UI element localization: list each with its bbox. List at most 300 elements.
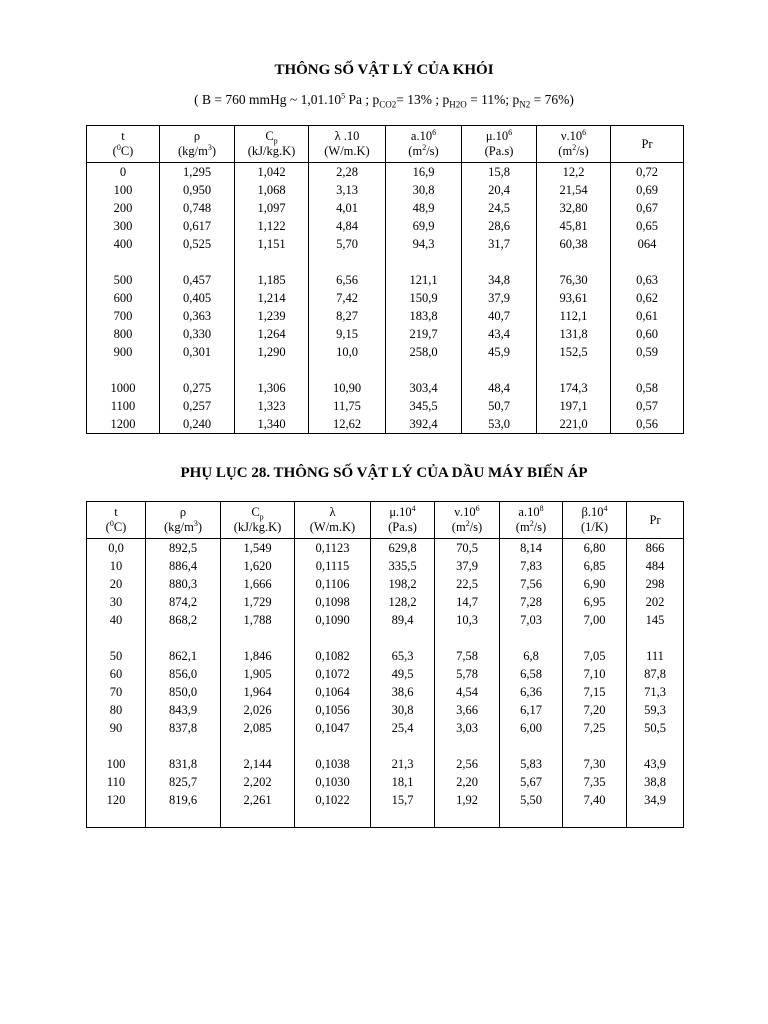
header-text: ) (197, 520, 203, 534)
table-row (87, 325, 684, 343)
table-cell: 0,1038 (295, 755, 371, 773)
column-header (462, 126, 537, 163)
table-cell: 70,5 (435, 539, 500, 558)
table-cell: 1,068 (235, 181, 309, 199)
table-cell: 7,15 (563, 683, 627, 701)
spacer-cell (221, 809, 295, 828)
column-header (537, 126, 611, 163)
spacer-cell (435, 737, 500, 755)
column-header (87, 502, 146, 539)
table-cell: 40,7 (462, 307, 537, 325)
column-header (371, 502, 435, 539)
spacer-row (87, 361, 684, 379)
spacer-cell (537, 361, 611, 379)
table-cell: 10,0 (309, 343, 386, 361)
table-cell: 50 (87, 647, 146, 665)
spacer-cell (563, 809, 627, 828)
header-text: C) (113, 520, 127, 534)
table-cell: 90 (87, 719, 146, 737)
table-cell: 24,5 (462, 199, 537, 217)
table-row (87, 379, 684, 397)
table-cell: 45,9 (462, 343, 537, 361)
table-cell: 183,8 (386, 307, 462, 325)
table-cell: 629,8 (371, 539, 435, 558)
table-cell: 0,1115 (295, 557, 371, 575)
table-cell: 3,66 (435, 701, 500, 719)
table-cell: 298 (627, 575, 684, 593)
table-cell: 0,61 (611, 307, 684, 325)
table-cell: 837,8 (146, 719, 221, 737)
header-unit (537, 144, 610, 159)
table-cell: 1000 (87, 379, 160, 397)
table-cell: 65,3 (371, 647, 435, 665)
header-text: a.10 (518, 505, 540, 519)
header-symbol (146, 505, 220, 520)
header-text: a.10 (410, 129, 433, 143)
table-cell: 1,042 (235, 163, 309, 182)
table-cell: 30,8 (371, 701, 435, 719)
header-text: p (273, 136, 278, 146)
table-cell: 3,03 (435, 719, 500, 737)
column-header (146, 502, 221, 539)
table-cell: 1100 (87, 397, 160, 415)
table-cell: 1,729 (221, 593, 295, 611)
table-cell: 43,9 (627, 755, 684, 773)
table-cell: 6,56 (309, 271, 386, 289)
table-cell: 4,54 (435, 683, 500, 701)
header-text: /s) (426, 144, 439, 158)
header-symbol (435, 505, 499, 520)
table-cell: 45,81 (537, 217, 611, 235)
header-text: (m (558, 144, 573, 158)
table-cell: 200 (87, 199, 160, 217)
table-cell: 21,3 (371, 755, 435, 773)
table-cell: 0,1082 (295, 647, 371, 665)
table-cell: 7,03 (500, 611, 563, 629)
table-cell: 60,38 (537, 235, 611, 253)
table-cell: 38,6 (371, 683, 435, 701)
spacer-cell (611, 253, 684, 271)
header-text: 6 (432, 127, 437, 137)
header-text: 2 (422, 142, 427, 152)
header-text: 2 (465, 518, 470, 528)
table-cell: 6,00 (500, 719, 563, 737)
table-cell: 80 (87, 701, 146, 719)
table-cell: 16,9 (386, 163, 462, 182)
table-cell: 2,026 (221, 701, 295, 719)
header-symbol (563, 505, 626, 520)
table-cell: 76,30 (537, 271, 611, 289)
table-cell: 202 (627, 593, 684, 611)
table-cell: 34,9 (627, 791, 684, 809)
table-cell: 303,4 (386, 379, 462, 397)
table-cell: 1200 (87, 415, 160, 434)
header-text: (kg/m (163, 520, 194, 534)
table-cell: 2,56 (435, 755, 500, 773)
table-cell: 0 (87, 163, 160, 182)
table-cell: 850,0 (146, 683, 221, 701)
table-cell: 20,4 (462, 181, 537, 199)
spacer-row (87, 809, 684, 828)
header-text: 6 (508, 127, 513, 137)
table-cell: 128,2 (371, 593, 435, 611)
header-text: C (251, 505, 260, 519)
table-cell: 0,240 (160, 415, 235, 434)
smoke-properties-table (86, 125, 684, 434)
header-text: ( (112, 144, 117, 158)
header-text: (1/K) (580, 520, 609, 534)
spacer-cell (295, 629, 371, 647)
header-symbol (87, 505, 145, 520)
table-cell: 0,1056 (295, 701, 371, 719)
header-unit (221, 520, 294, 535)
header-unit (371, 520, 434, 535)
spacer-cell (627, 809, 684, 828)
table-cell: 0,65 (611, 217, 684, 235)
header-unit (500, 520, 562, 535)
spacer-cell (295, 809, 371, 828)
table-cell: 335,5 (371, 557, 435, 575)
header-text: C) (120, 144, 134, 158)
column-header (611, 126, 684, 163)
table-cell: 0,59 (611, 343, 684, 361)
table-cell: 1,323 (235, 397, 309, 415)
table-cell: 345,5 (386, 397, 462, 415)
table-cell: 197,1 (537, 397, 611, 415)
table-cell: 22,5 (435, 575, 500, 593)
column-header (221, 502, 295, 539)
header-unit (295, 520, 370, 535)
spacer-cell (500, 809, 563, 828)
spacer-row (87, 253, 684, 271)
spacer-row (87, 629, 684, 647)
table-cell: 0,62 (611, 289, 684, 307)
table-row (87, 199, 684, 217)
table-cell: 0,1022 (295, 791, 371, 809)
header-text: λ (329, 505, 336, 519)
table-cell: 7,83 (500, 557, 563, 575)
table-cell: 7,35 (563, 773, 627, 791)
table-cell: 1,295 (160, 163, 235, 182)
table-cell: 1,549 (221, 539, 295, 558)
header-text: ) (211, 144, 217, 158)
header-symbol (235, 129, 308, 144)
table-cell: 7,40 (563, 791, 627, 809)
table-row (87, 181, 684, 199)
spacer-cell (435, 809, 500, 828)
table-row (87, 665, 684, 683)
table-cell: 1,666 (221, 575, 295, 593)
table-cell: 1,122 (235, 217, 309, 235)
table-cell: 0,748 (160, 199, 235, 217)
table-row (87, 217, 684, 235)
spacer-cell (87, 809, 146, 828)
table-cell: 7,56 (500, 575, 563, 593)
table-cell: 258,0 (386, 343, 462, 361)
table-cell: 0,67 (611, 199, 684, 217)
table-cell: 7,05 (563, 647, 627, 665)
table-cell: 892,5 (146, 539, 221, 558)
table-cell: 21,54 (537, 181, 611, 199)
table-cell: 30,8 (386, 181, 462, 199)
table-cell: 1,905 (221, 665, 295, 683)
table-cell: 0,57 (611, 397, 684, 415)
table-cell: 6,95 (563, 593, 627, 611)
spacer-cell (235, 361, 309, 379)
header-text: (W/m.K) (309, 520, 356, 534)
header-symbol (87, 129, 159, 144)
table-cell: 300 (87, 217, 160, 235)
table-cell: 2,20 (435, 773, 500, 791)
table-cell: 7,42 (309, 289, 386, 307)
table-cell: 0,275 (160, 379, 235, 397)
table-cell: 15,8 (462, 163, 537, 182)
header-text: ν.10 (454, 505, 476, 519)
header-text: 0 (116, 142, 121, 152)
header-text: Pr (649, 512, 661, 527)
table-cell: 0,1123 (295, 539, 371, 558)
table-cell: 49,5 (371, 665, 435, 683)
header-symbol (500, 505, 562, 520)
header-text: /s) (469, 520, 483, 534)
table-row (87, 397, 684, 415)
table-cell: 1,264 (235, 325, 309, 343)
table-cell: 15,7 (371, 791, 435, 809)
column-header (160, 126, 235, 163)
oil-table-title: PHỤ LỤC 28. THÔNG SỐ VẬT LÝ CỦA DẦU MÁY BIẾN ÁP (180, 465, 588, 481)
table-cell: 1,846 (221, 647, 295, 665)
table-cell: 87,8 (627, 665, 684, 683)
spacer-cell (371, 737, 435, 755)
table-row (87, 773, 684, 791)
header-text: ρ (193, 129, 201, 143)
table-row (87, 539, 684, 558)
table-cell: 874,2 (146, 593, 221, 611)
table-cell: 900 (87, 343, 160, 361)
table-cell: 0,60 (611, 325, 684, 343)
header-row (87, 502, 684, 539)
spacer-cell (500, 737, 563, 755)
header-text: 6 (475, 503, 480, 513)
table-cell: 8,14 (500, 539, 563, 558)
table-cell: 2,261 (221, 791, 295, 809)
table-cell: 0,330 (160, 325, 235, 343)
table-cell: 25,4 (371, 719, 435, 737)
header-text: ( (105, 520, 110, 534)
header-symbol (221, 505, 294, 520)
table-cell: 7,58 (435, 647, 500, 665)
table-cell: 6,58 (500, 665, 563, 683)
header-text: 3 (207, 142, 212, 152)
header-unit (386, 144, 461, 159)
table-cell: 1,306 (235, 379, 309, 397)
table-cell: 6,80 (563, 539, 627, 558)
table-cell: 5,83 (500, 755, 563, 773)
table-cell: 100 (87, 755, 146, 773)
spacer-cell (386, 361, 462, 379)
header-text: λ .10 (334, 129, 360, 143)
table-cell: 500 (87, 271, 160, 289)
spacer-cell (87, 629, 146, 647)
header-symbol (160, 129, 234, 144)
header-symbol (462, 129, 536, 144)
column-header (295, 502, 371, 539)
table-cell: 37,9 (435, 557, 500, 575)
table-cell: 6,36 (500, 683, 563, 701)
table-row (87, 235, 684, 253)
table-cell: 28,6 (462, 217, 537, 235)
table-cell: 34,8 (462, 271, 537, 289)
table-cell: 600 (87, 289, 160, 307)
table-cell: 18,1 (371, 773, 435, 791)
table-cell: 12,62 (309, 415, 386, 434)
table-cell: 4,01 (309, 199, 386, 217)
table-cell: 6,17 (500, 701, 563, 719)
table-cell: 40 (87, 611, 146, 629)
table-row (87, 683, 684, 701)
table-cell: 112,1 (537, 307, 611, 325)
spacer-cell (221, 629, 295, 647)
table-cell: 1,788 (221, 611, 295, 629)
header-symbol (295, 505, 370, 520)
table-cell: 0,1064 (295, 683, 371, 701)
spacer-cell (146, 629, 221, 647)
table-cell: 110 (87, 773, 146, 791)
header-unit (87, 520, 145, 535)
column-header (435, 502, 500, 539)
header-unit (462, 144, 536, 159)
header-unit (309, 144, 385, 159)
table-cell: 1,097 (235, 199, 309, 217)
spacer-cell (537, 253, 611, 271)
table-cell: 100 (87, 181, 160, 199)
header-unit (235, 144, 308, 159)
header-text: (W/m.K) (324, 144, 370, 158)
table-cell: 800 (87, 325, 160, 343)
table-cell: 5,70 (309, 235, 386, 253)
table-cell: 862,1 (146, 647, 221, 665)
table-cell: 121,1 (386, 271, 462, 289)
table-cell: 1,151 (235, 235, 309, 253)
table-cell: 843,9 (146, 701, 221, 719)
table-cell: 7,10 (563, 665, 627, 683)
spacer-cell (462, 361, 537, 379)
table-cell: 5,67 (500, 773, 563, 791)
table-row (87, 163, 684, 182)
table-cell: 53,0 (462, 415, 537, 434)
table-cell: 6,8 (500, 647, 563, 665)
table-cell: 0,1047 (295, 719, 371, 737)
header-text: ρ (179, 505, 187, 519)
table-cell: 131,8 (537, 325, 611, 343)
table-cell: 1,185 (235, 271, 309, 289)
table-row (87, 289, 684, 307)
table-cell: 0,617 (160, 217, 235, 235)
header-text: t (121, 129, 125, 143)
table-cell: 0,58 (611, 379, 684, 397)
spacer-cell (221, 737, 295, 755)
spacer-cell (627, 629, 684, 647)
table-cell: 152,5 (537, 343, 611, 361)
header-text: (Pa.s) (484, 144, 514, 158)
spacer-cell (295, 737, 371, 755)
header-text: (Pa.s) (388, 520, 417, 534)
table-cell: 7,20 (563, 701, 627, 719)
table-cell: 174,3 (537, 379, 611, 397)
header-text: 4 (411, 503, 416, 513)
table-cell: 0,1072 (295, 665, 371, 683)
header-text: β.10 (581, 505, 604, 519)
table-cell: 20 (87, 575, 146, 593)
table-cell: 6,90 (563, 575, 627, 593)
table-cell: 48,4 (462, 379, 537, 397)
table-cell: 1,214 (235, 289, 309, 307)
table-cell: 0,1098 (295, 593, 371, 611)
header-text: C (265, 129, 274, 143)
header-text: p (259, 512, 264, 522)
table-cell: 30 (87, 593, 146, 611)
header-text: (m (451, 520, 466, 534)
table-cell: 5,50 (500, 791, 563, 809)
header-text: (kJ/kg.K) (247, 144, 296, 158)
smoke-table-title: THÔNG SỐ VẬT LÝ CỦA KHÓI (274, 62, 494, 78)
table-cell: 93,61 (537, 289, 611, 307)
spacer-cell (371, 809, 435, 828)
header-text: 3 (193, 518, 198, 528)
table-cell: 1,620 (221, 557, 295, 575)
table-cell: 111 (627, 647, 684, 665)
table-row (87, 647, 684, 665)
spacer-cell (462, 253, 537, 271)
spacer-cell (160, 361, 235, 379)
column-header (235, 126, 309, 163)
table-cell: 219,7 (386, 325, 462, 343)
table-cell: 4,84 (309, 217, 386, 235)
spacer-cell (563, 629, 627, 647)
table-cell: 1,340 (235, 415, 309, 434)
table-cell: 43,4 (462, 325, 537, 343)
spacer-cell (563, 737, 627, 755)
spacer-cell (160, 253, 235, 271)
table-row (87, 415, 684, 434)
table-cell: 59,3 (627, 701, 684, 719)
header-text: Pr (641, 136, 653, 151)
header-text: (kg/m (177, 144, 208, 158)
table-cell: 0,950 (160, 181, 235, 199)
spacer-cell (371, 629, 435, 647)
table-cell: 50,7 (462, 397, 537, 415)
table-cell: 2,28 (309, 163, 386, 182)
header-text: (m (408, 144, 423, 158)
header-text: 4 (603, 503, 608, 513)
header-symbol (371, 505, 434, 520)
spacer-cell (435, 629, 500, 647)
header-unit (563, 520, 626, 535)
header-text: 6 (582, 127, 587, 137)
table-cell: 10,3 (435, 611, 500, 629)
table-row (87, 307, 684, 325)
table-cell: 831,8 (146, 755, 221, 773)
table-cell: 70 (87, 683, 146, 701)
table-cell: 5,78 (435, 665, 500, 683)
table-cell: 6,85 (563, 557, 627, 575)
header-text: μ.10 (485, 129, 509, 143)
table-cell: 12,2 (537, 163, 611, 182)
table-cell: 0,0 (87, 539, 146, 558)
table-cell: 221,0 (537, 415, 611, 434)
table-cell: 064 (611, 235, 684, 253)
table-cell: 14,7 (435, 593, 500, 611)
